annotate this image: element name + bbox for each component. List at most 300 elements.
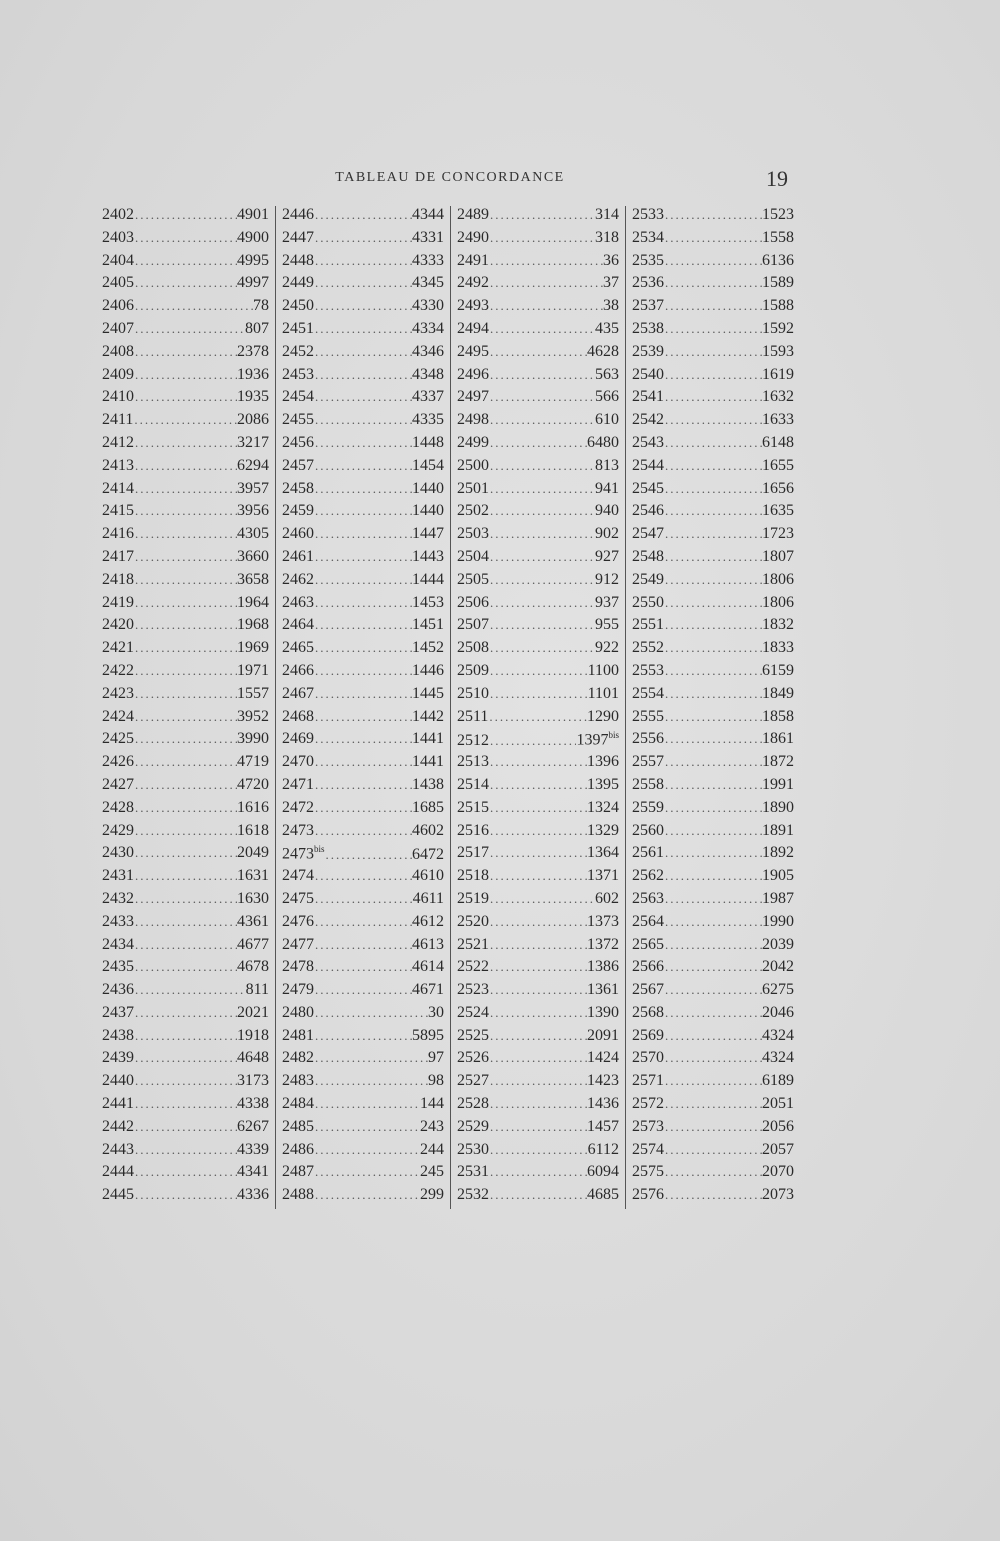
dot-leader: [314, 481, 412, 497]
concordance-number: 563: [595, 365, 619, 383]
table-row: [632, 1186, 794, 1209]
entry-number: 2519: [457, 889, 489, 907]
concordance-number: 6189: [762, 1072, 794, 1090]
entry-number: 2407: [102, 319, 134, 337]
concordance-number: 3990: [237, 730, 269, 748]
table-row: [457, 867, 619, 890]
dot-leader: [314, 412, 412, 428]
entry-number: 2490: [457, 228, 489, 246]
concordance-number: 1969: [237, 639, 269, 657]
concordance-number: 2051: [762, 1095, 794, 1113]
concordance-number: 4336: [237, 1186, 269, 1204]
dot-leader: [314, 640, 412, 656]
table-row: [632, 616, 794, 639]
dot-leader: [134, 1028, 237, 1044]
table-row: [282, 206, 444, 229]
entry-number: 2452: [282, 342, 314, 360]
table-row: [282, 274, 444, 297]
entry-number: 2495: [457, 342, 489, 360]
entry-number: 2437: [102, 1003, 134, 1021]
entry-number: 2443: [102, 1140, 134, 1158]
table-row: [102, 206, 269, 229]
concordance-number: 1806: [762, 593, 794, 611]
entry-number: 2451: [282, 319, 314, 337]
entry-number: 2555: [632, 707, 664, 725]
dot-leader: [314, 344, 412, 360]
table-row: [457, 799, 619, 822]
entry-number: 2425: [102, 730, 134, 748]
table-row: [282, 229, 444, 252]
dot-leader: [664, 298, 762, 314]
dot-leader: [314, 823, 412, 839]
concordance-number: 4602: [412, 821, 444, 839]
table-row: [632, 571, 794, 594]
table-row: [102, 274, 269, 297]
entry-number: 2454: [282, 388, 314, 406]
dot-leader: [134, 1164, 237, 1180]
concordance-number: 602: [595, 889, 619, 907]
table-row: [457, 730, 619, 753]
table-row: [102, 708, 269, 731]
dot-leader: [488, 709, 587, 725]
dot-leader: [664, 321, 762, 337]
concordance-number: 1971: [237, 661, 269, 679]
concordance-number: 3956: [237, 502, 269, 520]
dot-leader: [134, 1005, 237, 1021]
table-row: [632, 252, 794, 275]
entry-number: 2417: [102, 547, 134, 565]
concordance-number: 1964: [237, 593, 269, 611]
dot-leader: [314, 549, 412, 565]
table-row: [632, 753, 794, 776]
entry-number: 2566: [632, 958, 664, 976]
concordance-number: 1441: [412, 753, 444, 771]
dot-leader: [664, 458, 762, 474]
entry-number: 2406: [102, 297, 134, 315]
entry-number: 2489: [457, 206, 489, 223]
table-row: [457, 480, 619, 503]
entry-number: 2540: [632, 365, 664, 383]
concordance-number: 1324: [587, 798, 619, 816]
entry-number: 2432: [102, 889, 134, 907]
table-row: [632, 685, 794, 708]
table-row: [102, 616, 269, 639]
dot-leader: [314, 207, 412, 223]
dot-leader: [314, 982, 412, 998]
concordance-number: 6112: [587, 1140, 619, 1158]
dot-leader: [664, 253, 762, 269]
dot-leader: [489, 230, 595, 246]
concordance-number: 314: [595, 206, 619, 223]
dot-leader: [314, 503, 412, 519]
entry-number: 2477: [282, 935, 314, 953]
entry-number: 2421: [102, 639, 134, 657]
table-column-2: [275, 206, 450, 1209]
concordance-number: 902: [595, 525, 619, 543]
concordance-number: 245: [420, 1163, 444, 1181]
concordance-number: 6472: [412, 845, 444, 863]
entry-number: 2517: [457, 844, 489, 862]
entry-number: 2472: [282, 798, 314, 816]
table-row: [102, 343, 269, 366]
concordance-number: 1685: [412, 798, 444, 816]
dot-leader: [664, 412, 762, 428]
dot-leader: [664, 230, 762, 246]
table-row: [457, 1118, 619, 1141]
table-row: [102, 685, 269, 708]
table-row: [282, 1095, 444, 1118]
dot-leader: [489, 1050, 587, 1066]
dot-leader: [664, 481, 762, 497]
dot-leader: [664, 959, 762, 975]
concordance-number: 1442: [412, 707, 444, 725]
table-row: [632, 639, 794, 662]
table-row: [282, 981, 444, 1004]
concordance-number: 1849: [762, 684, 794, 702]
entry-number: 2449: [282, 274, 314, 292]
concordance-number: 4348: [412, 365, 444, 383]
concordance-number: 1424: [587, 1049, 619, 1067]
table-row: [102, 958, 269, 981]
table-row: [632, 1027, 794, 1050]
concordance-number: 927: [595, 547, 619, 565]
entry-number: 2570: [632, 1049, 664, 1067]
dot-leader: [664, 937, 762, 953]
dot-leader: [489, 733, 576, 749]
concordance-number: 2086: [237, 411, 269, 429]
dot-leader: [134, 207, 237, 223]
concordance-number: 4334: [412, 319, 444, 337]
table-row: [632, 776, 794, 799]
entry-number: 2463: [282, 593, 314, 611]
entry-number: 2433: [102, 912, 134, 930]
entry-number: 2506: [457, 593, 489, 611]
dot-leader: [664, 389, 762, 405]
table-row: [632, 366, 794, 389]
concordance-number: 1436: [587, 1095, 619, 1113]
entry-number: 2550: [632, 593, 664, 611]
entry-number: 2418: [102, 570, 134, 588]
entry-number: 2488: [282, 1186, 314, 1204]
table-row: [282, 1186, 444, 1209]
entry-number: 2537: [632, 297, 664, 315]
entry-number: 2509: [457, 661, 489, 679]
dot-leader: [134, 1096, 237, 1112]
dot-leader: [134, 663, 237, 679]
entry-number: 2423: [102, 684, 134, 702]
concordance-number: 1446: [412, 661, 444, 679]
dot-leader: [664, 1119, 762, 1135]
concordance-number: 244: [420, 1140, 444, 1158]
dot-leader: [664, 777, 762, 793]
entry-number: 2510: [457, 684, 489, 702]
table-row: [632, 343, 794, 366]
table-row: [102, 1118, 269, 1141]
entry-number: 2539: [632, 342, 664, 360]
dot-leader: [489, 914, 587, 930]
dot-leader: [134, 686, 237, 702]
concordance-number: 318: [595, 228, 619, 246]
entry-number: 2415: [102, 502, 134, 520]
dot-leader: [489, 891, 595, 907]
entry-number: 2475: [282, 889, 314, 907]
entry-number: 2457: [282, 456, 314, 474]
concordance-number: 940: [595, 502, 619, 520]
concordance-number: 1935: [237, 388, 269, 406]
table-row: [457, 1049, 619, 1072]
dot-leader: [314, 1028, 412, 1044]
dot-leader: [314, 367, 412, 383]
entry-number: 2478: [282, 958, 314, 976]
dot-leader: [134, 754, 237, 770]
table-row: [282, 913, 444, 936]
concordance-number: 1390: [587, 1003, 619, 1021]
entry-number: 2470: [282, 753, 314, 771]
entry-number: 2479: [282, 981, 314, 999]
concordance-number: 1987: [762, 889, 794, 907]
entry-number: 2556: [632, 730, 664, 748]
concordance-number: 1890: [762, 798, 794, 816]
concordance-number: 78: [253, 297, 269, 315]
entry-number: 2468: [282, 707, 314, 725]
concordance-number: 1891: [762, 821, 794, 839]
concordance-number: 1444: [412, 570, 444, 588]
table-row: [282, 730, 444, 753]
dot-leader: [489, 344, 587, 360]
entry-number: 2508: [457, 639, 489, 657]
concordance-number: 1832: [762, 616, 794, 634]
concordance-number: 4611: [412, 889, 444, 907]
table-row: [282, 776, 444, 799]
dot-leader: [314, 321, 412, 337]
table-row: [632, 525, 794, 548]
dot-leader: [489, 1005, 587, 1021]
table-row: [632, 1004, 794, 1027]
dot-leader: [314, 754, 412, 770]
concordance-number: 4345: [412, 274, 444, 292]
table-row: [457, 525, 619, 548]
entry-number: 2427: [102, 775, 134, 793]
table-row: [457, 571, 619, 594]
dot-leader: [133, 412, 237, 428]
table-row: [102, 936, 269, 959]
table-row: [457, 297, 619, 320]
concordance-number: 1100: [587, 661, 619, 679]
table-row: [457, 753, 619, 776]
entry-number: 2455: [282, 411, 314, 429]
entry-number: 2565: [632, 935, 664, 953]
concordance-number: 2056: [762, 1117, 794, 1135]
dot-leader: [314, 1142, 420, 1158]
table-row: [457, 388, 619, 411]
table-row: [632, 1141, 794, 1164]
table-row: [457, 434, 619, 457]
concordance-number: 1630: [237, 889, 269, 907]
concordance-number: 1589: [762, 274, 794, 292]
dot-leader: [664, 982, 762, 998]
entry-number: 2459: [282, 502, 314, 520]
dot-leader: [314, 731, 412, 747]
concordance-number: 2039: [762, 935, 794, 953]
table-row: [102, 913, 269, 936]
table-row: [632, 1049, 794, 1072]
entry-number: 2413: [102, 456, 134, 474]
entry-number: 2536: [632, 274, 664, 292]
concordance-number: 1101: [587, 684, 619, 702]
page-header: [100, 166, 800, 194]
entry-number: 2529: [457, 1117, 489, 1135]
table-row: [282, 457, 444, 480]
dot-leader: [134, 230, 237, 246]
concordance-number: 4344: [412, 206, 444, 223]
concordance-number: 1372: [587, 935, 619, 953]
entry-number: 2557: [632, 753, 664, 771]
dot-leader: [314, 458, 412, 474]
dot-leader: [314, 1119, 420, 1135]
entry-number: 2525: [457, 1026, 489, 1044]
concordance-number: 1618: [237, 821, 269, 839]
entry-number: 2559: [632, 798, 664, 816]
concordance-number: 144: [420, 1095, 444, 1113]
table-row: [632, 411, 794, 434]
dot-leader: [314, 389, 412, 405]
entry-number: 2471: [282, 775, 314, 793]
concordance-number: 4339: [237, 1140, 269, 1158]
dot-leader: [134, 868, 237, 884]
entry-number: 2429: [102, 821, 134, 839]
concordance-number: 4612: [412, 912, 444, 930]
entry-number: 2534: [632, 228, 664, 246]
table-row: [282, 411, 444, 434]
entry-number: 2547: [632, 525, 664, 543]
dot-leader: [134, 275, 237, 291]
dot-leader: [314, 617, 412, 633]
concordance-number: 2049: [237, 844, 269, 862]
entry-number: $2473^{bis}$: [282, 844, 325, 863]
table-row: [102, 753, 269, 776]
table-row: [102, 890, 269, 913]
table-row: [457, 936, 619, 959]
entry-number: 2548: [632, 547, 664, 565]
entry-number: 2430: [102, 844, 134, 862]
table-row: [102, 366, 269, 389]
concordance-number: 4628: [587, 342, 619, 360]
table-row: [282, 343, 444, 366]
dot-leader: [664, 526, 762, 542]
dot-leader: [664, 344, 762, 360]
dot-leader: [664, 686, 762, 702]
concordance-number: 4720: [237, 775, 269, 793]
concordance-number: 1968: [237, 616, 269, 634]
table-row: [457, 890, 619, 913]
entry-number: 2521: [457, 935, 489, 953]
table-row: [632, 981, 794, 1004]
table-row: [632, 1118, 794, 1141]
table-row: [632, 297, 794, 320]
concordance-number: 1858: [762, 707, 794, 725]
entry-number: 2545: [632, 479, 664, 497]
concordance-number: 1632: [762, 388, 794, 406]
concordance-number: 4330: [412, 297, 444, 315]
entry-number: 2419: [102, 593, 134, 611]
concordance-number: 1631: [237, 867, 269, 885]
dot-leader: [134, 389, 237, 405]
entry-number: 2444: [102, 1163, 134, 1181]
concordance-number: 1441: [412, 730, 444, 748]
entry-number: 2563: [632, 889, 664, 907]
dot-leader: [489, 389, 595, 405]
table-row: [457, 776, 619, 799]
dot-leader: [314, 937, 412, 953]
concordance-number: 1373: [587, 912, 619, 930]
dot-leader: [664, 914, 762, 930]
concordance-number: 1448: [412, 433, 444, 451]
entry-number: 2412: [102, 433, 134, 451]
entry-number: 2533: [632, 206, 664, 223]
entry-number: 2576: [632, 1186, 664, 1204]
concordance-number: 1807: [762, 547, 794, 565]
concordance-number: 4648: [237, 1049, 269, 1067]
concordance-number: 37: [603, 274, 619, 292]
table-row: [457, 844, 619, 867]
concordance-number: 6136: [762, 251, 794, 269]
dot-leader: [134, 344, 237, 360]
concordance-number: 1371: [587, 867, 619, 885]
concordance-number: 5895: [412, 1026, 444, 1044]
entry-number: 2560: [632, 821, 664, 839]
entry-number: 2504: [457, 547, 489, 565]
entry-number: 2500: [457, 456, 489, 474]
entry-number: 2551: [632, 616, 664, 634]
entry-number: 2492: [457, 274, 489, 292]
entry-number: 2569: [632, 1026, 664, 1044]
concordance-number: 2021: [237, 1003, 269, 1021]
dot-leader: [134, 617, 237, 633]
table-row: [457, 366, 619, 389]
table-row: [282, 1141, 444, 1164]
table-row: [102, 799, 269, 822]
dot-leader: [134, 526, 237, 542]
table-row: [282, 571, 444, 594]
dot-leader: [489, 1028, 587, 1044]
table-row: [102, 548, 269, 571]
entry-number: 2574: [632, 1140, 664, 1158]
dot-leader: [314, 1073, 428, 1089]
dot-leader: [314, 1050, 428, 1066]
table-row: [457, 411, 619, 434]
table-row: [102, 1004, 269, 1027]
table-row: [457, 206, 619, 229]
table-row: [282, 616, 444, 639]
entry-number: 2532: [457, 1186, 489, 1204]
table-row: [102, 480, 269, 503]
dot-leader: [489, 367, 595, 383]
dot-leader: [314, 1096, 420, 1112]
entry-number: 2428: [102, 798, 134, 816]
dot-leader: [664, 891, 762, 907]
dot-leader: [314, 868, 412, 884]
entry-number: 2552: [632, 639, 664, 657]
dot-leader: [134, 253, 237, 269]
table-row: [632, 594, 794, 617]
table-row: [102, 1095, 269, 1118]
table-row: [457, 685, 619, 708]
entry-number: 2446: [282, 206, 314, 223]
concordance-number: 4324: [762, 1026, 794, 1044]
table-row: [102, 1163, 269, 1186]
table-row: [457, 252, 619, 275]
concordance-number: 1905: [762, 867, 794, 885]
